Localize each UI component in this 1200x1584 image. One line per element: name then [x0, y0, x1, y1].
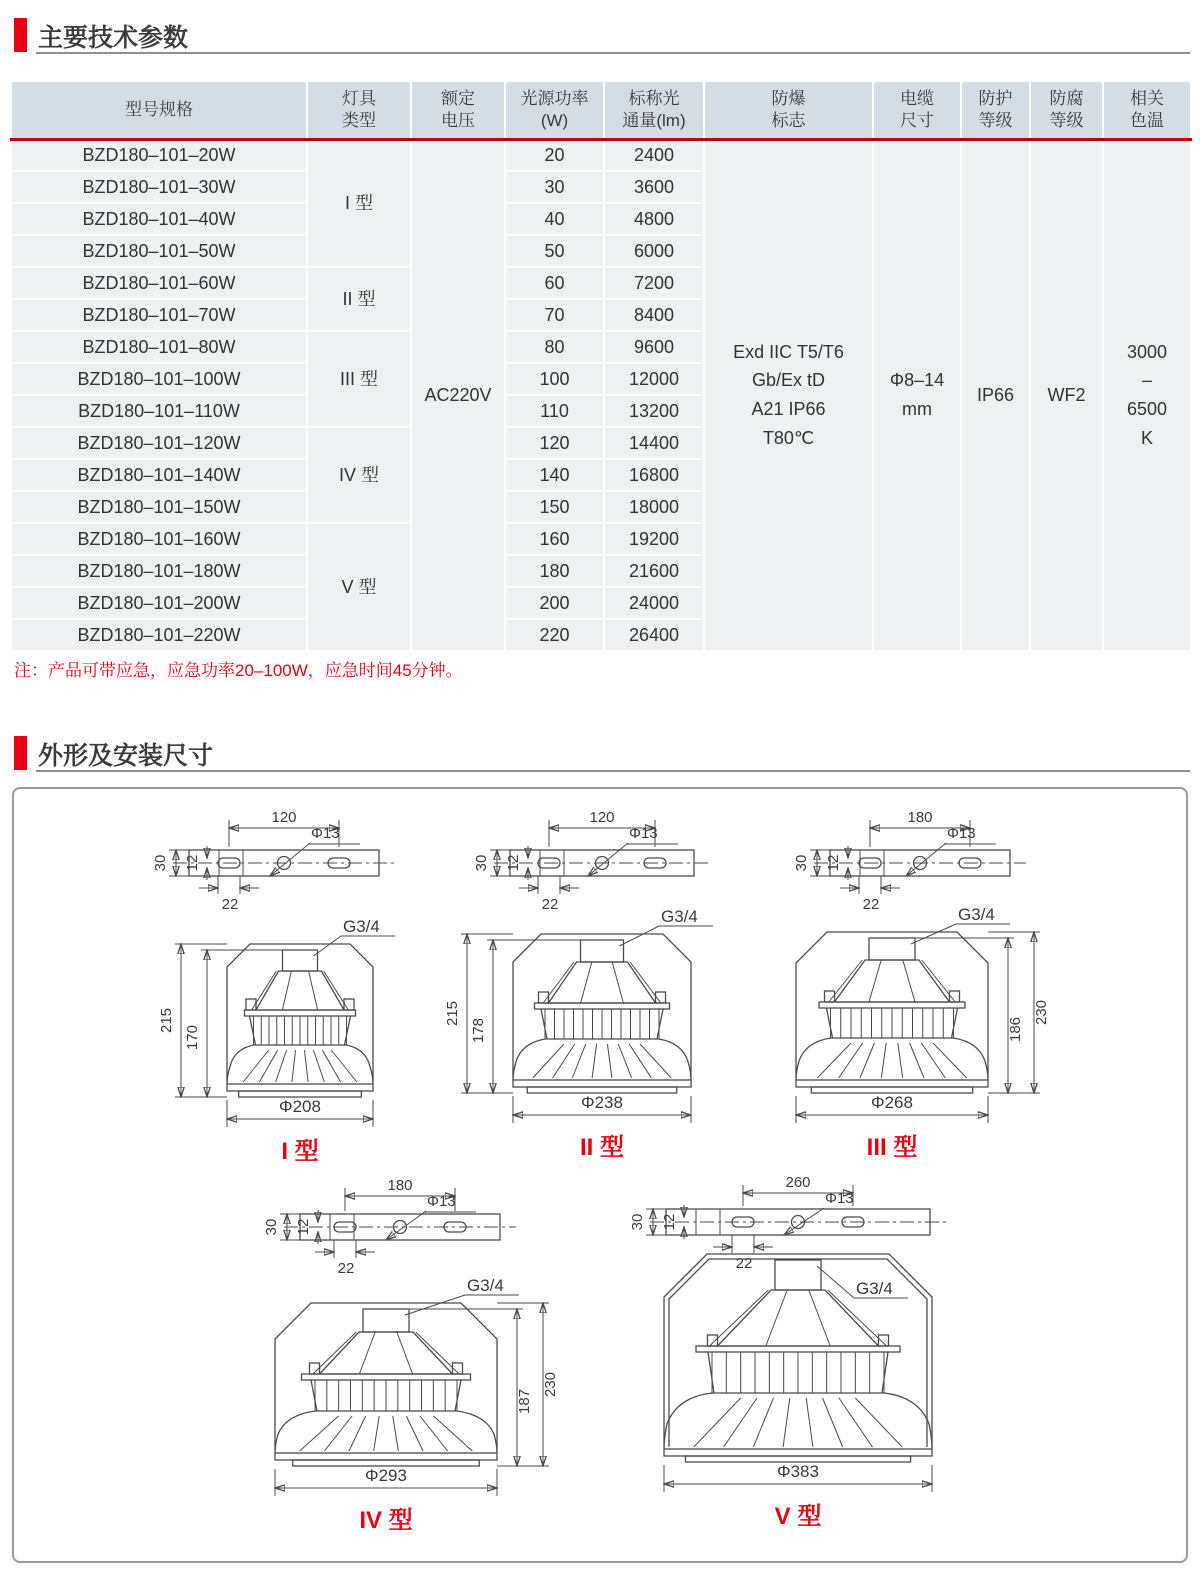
- dim-label: 186: [1007, 1016, 1024, 1043]
- dim-label: G3/4: [661, 907, 698, 926]
- cell-flux: 4800: [604, 203, 704, 235]
- dim-label: 30: [473, 854, 490, 872]
- col-header-3: 光源功率 (W): [505, 81, 604, 139]
- dim-label: 215: [158, 1007, 175, 1034]
- cell-model: BZD180–101–120W: [11, 427, 307, 459]
- cell-flux: 18000: [604, 491, 704, 523]
- cell-power: 120: [505, 427, 604, 459]
- dim-label: G3/4: [856, 1279, 893, 1298]
- cell-ex-mark: Exd IIC T5/T6 Gb/Ex tD A21 IP66 T80℃: [704, 139, 873, 651]
- cell-power: 70: [505, 299, 604, 331]
- col-header-2: 额定 电压: [411, 81, 505, 139]
- cell-flux: 2400: [604, 139, 704, 171]
- dim-label: 12: [295, 1218, 312, 1236]
- cell-flux: 3600: [604, 171, 704, 203]
- section-title-dims: 外形及安装尺寸: [38, 742, 214, 770]
- cell-power: 40: [505, 203, 604, 235]
- cell-model: BZD180–101–180W: [11, 555, 307, 587]
- cell-power: 150: [505, 491, 604, 523]
- dim-label: 120: [589, 809, 615, 826]
- drawing-II 型: [424, 804, 774, 1190]
- dim-label: 12: [825, 854, 842, 872]
- cell-flux: 26400: [604, 619, 704, 651]
- cell-flux: 21600: [604, 555, 704, 587]
- col-header-5: 防爆 标志: [704, 81, 873, 139]
- cell-lamp-type: II 型: [307, 267, 411, 331]
- cell-cable: Φ8–14 mm: [873, 139, 961, 651]
- dim-label: 230: [1033, 999, 1050, 1026]
- cell-model: BZD180–101–40W: [11, 203, 307, 235]
- section-title-params: 主要技术参数: [38, 24, 189, 52]
- dim-label: 170: [184, 1024, 201, 1051]
- cell-flux: 14400: [604, 427, 704, 459]
- drawing-I 型: [94, 804, 439, 1190]
- dim-label: 180: [387, 1177, 413, 1194]
- drawing-III 型: [734, 804, 1124, 1190]
- dim-label: 120: [271, 809, 297, 826]
- cell-flux: 6000: [604, 235, 704, 267]
- dim-label: 30: [152, 854, 169, 872]
- dim-label: 30: [793, 854, 810, 872]
- cell-model: BZD180–101–200W: [11, 587, 307, 619]
- cell-lamp-type: I 型: [307, 139, 411, 267]
- dim-label: Φ268: [871, 1093, 913, 1112]
- cell-anticorrosion: WF2: [1030, 139, 1103, 651]
- cell-flux: 13200: [604, 395, 704, 427]
- dim-label: G3/4: [958, 905, 995, 924]
- cell-voltage: AC220V: [411, 139, 505, 651]
- cell-ip: IP66: [961, 139, 1030, 651]
- dim-label: Φ383: [777, 1462, 819, 1481]
- cell-model: BZD180–101–70W: [11, 299, 307, 331]
- cell-flux: 24000: [604, 587, 704, 619]
- dim-label: Φ208: [279, 1097, 321, 1116]
- dim-label: G3/4: [343, 917, 380, 936]
- col-header-4: 标称光 通量(lm): [604, 81, 704, 139]
- col-header-8: 防腐 等级: [1030, 81, 1103, 139]
- cell-power: 160: [505, 523, 604, 555]
- red-accent-block: [14, 736, 27, 770]
- cell-lamp-type: IV 型: [307, 427, 411, 523]
- cell-lamp-type: V 型: [307, 523, 411, 651]
- spec-table: [10, 80, 1192, 652]
- cell-power: 30: [505, 171, 604, 203]
- cell-power: 50: [505, 235, 604, 267]
- cell-model: BZD180–101–80W: [11, 331, 307, 363]
- cell-power: 80: [505, 331, 604, 363]
- col-header-1: 灯具 类型: [307, 81, 411, 139]
- cell-flux: 9600: [604, 331, 704, 363]
- dim-label: III 型: [866, 1134, 918, 1161]
- table-row: [11, 139, 1191, 171]
- section-rule: [36, 770, 1190, 772]
- dim-label: 22: [735, 1255, 753, 1272]
- dim-label: G3/4: [467, 1276, 504, 1295]
- cell-lamp-type: III 型: [307, 331, 411, 427]
- dim-label: 180: [907, 809, 933, 826]
- cell-model: BZD180–101–50W: [11, 235, 307, 267]
- dim-label: 22: [337, 1260, 355, 1277]
- section-header-dims: [14, 734, 1190, 770]
- cell-power: 140: [505, 459, 604, 491]
- cell-model: BZD180–101–140W: [11, 459, 307, 491]
- dim-label: 230: [542, 1371, 559, 1398]
- cell-power: 200: [505, 587, 604, 619]
- cell-model: BZD180–101–220W: [11, 619, 307, 651]
- dim-label: 30: [263, 1218, 280, 1236]
- cell-flux: 16800: [604, 459, 704, 491]
- cell-cct: 3000 – 6500 K: [1103, 139, 1191, 651]
- dim-label: Φ13: [629, 825, 658, 842]
- cell-model: BZD180–101–150W: [11, 491, 307, 523]
- dim-label: 178: [470, 1017, 487, 1044]
- drawing-IV 型: [224, 1172, 624, 1564]
- dim-label: Φ13: [947, 825, 976, 842]
- cell-power: 180: [505, 555, 604, 587]
- cell-model: BZD180–101–60W: [11, 267, 307, 299]
- table-note: 注：产品可带应急，应急功率20–100W，应急时间45分钟。: [14, 661, 463, 680]
- red-accent-block: [14, 18, 27, 52]
- cell-model: BZD180–101–160W: [11, 523, 307, 555]
- cell-power: 20: [505, 139, 604, 171]
- dim-label: 187: [516, 1388, 533, 1415]
- dim-label: 12: [505, 854, 522, 872]
- dim-label: Φ293: [365, 1466, 407, 1485]
- dim-label: 22: [221, 896, 239, 913]
- cell-flux: 12000: [604, 363, 704, 395]
- col-header-7: 防护 等级: [961, 81, 1030, 139]
- cell-power: 110: [505, 395, 604, 427]
- dim-label: I 型: [281, 1138, 319, 1165]
- section-rule: [36, 52, 1190, 54]
- cell-flux: 8400: [604, 299, 704, 331]
- dim-label: II 型: [579, 1134, 625, 1161]
- dim-label: V 型: [774, 1503, 822, 1530]
- dim-label: 12: [661, 1213, 678, 1231]
- dim-label: 260: [785, 1174, 811, 1191]
- cell-model: BZD180–101–30W: [11, 171, 307, 203]
- cell-power: 60: [505, 267, 604, 299]
- cell-power: 220: [505, 619, 604, 651]
- col-header-6: 电缆 尺寸: [873, 81, 961, 139]
- dim-label: 22: [862, 896, 880, 913]
- cell-flux: 7200: [604, 267, 704, 299]
- drawing-V 型: [614, 1169, 1094, 1566]
- dim-label: 22: [541, 896, 559, 913]
- dim-label: Φ13: [825, 1190, 854, 1207]
- dim-label: Φ238: [581, 1093, 623, 1112]
- dim-label: 215: [444, 1000, 461, 1027]
- cell-model: BZD180–101–20W: [11, 139, 307, 171]
- dim-label: 12: [184, 854, 201, 872]
- col-header-0: 型号规格: [11, 81, 307, 139]
- drawings-box: [12, 787, 1188, 1563]
- dim-label: Φ13: [427, 1193, 456, 1210]
- cell-model: BZD180–101–100W: [11, 363, 307, 395]
- col-header-9: 相关 色温: [1103, 81, 1191, 139]
- dim-label: Φ13: [311, 825, 340, 842]
- cell-flux: 19200: [604, 523, 704, 555]
- cell-model: BZD180–101–110W: [11, 395, 307, 427]
- cell-power: 100: [505, 363, 604, 395]
- dim-label: 30: [629, 1213, 646, 1231]
- dim-label: IV 型: [359, 1507, 413, 1534]
- section-header-params: [14, 16, 1190, 52]
